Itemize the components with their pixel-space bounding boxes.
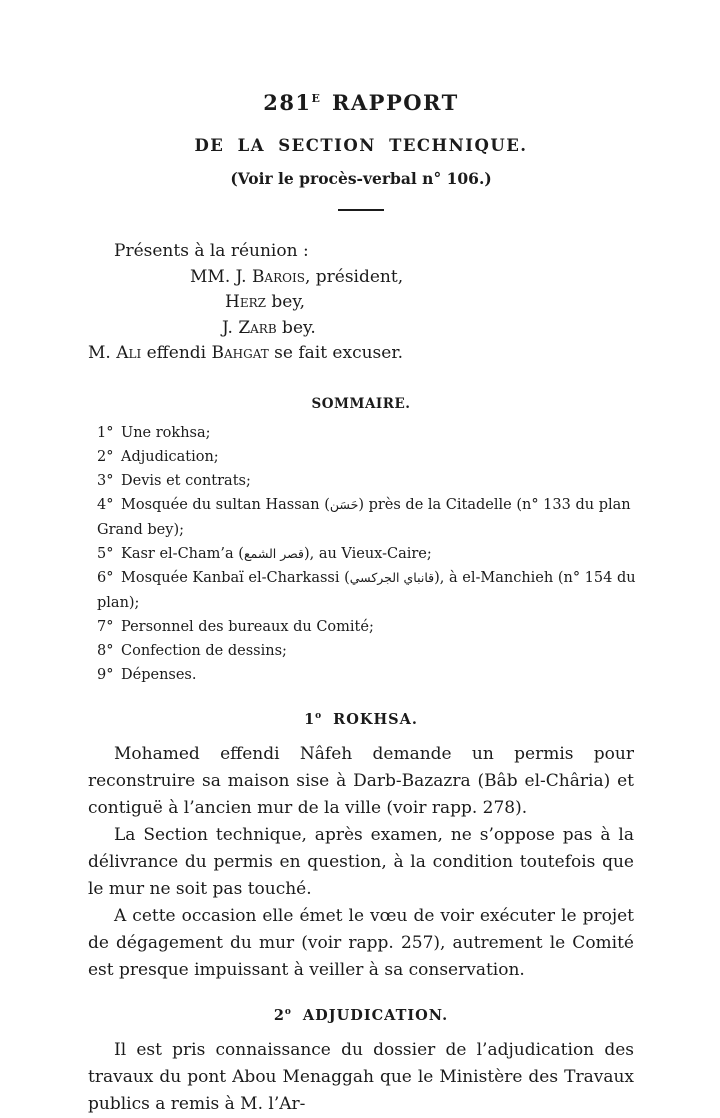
item-text: Une rokhsa; bbox=[121, 424, 211, 441]
sommaire-heading: SOMMAIRE. bbox=[311, 395, 411, 412]
section-title: ROKHSA. bbox=[333, 710, 418, 728]
attendance-member bbox=[222, 316, 634, 342]
member-suffix: bey, bbox=[265, 292, 306, 312]
attendance-block bbox=[88, 239, 634, 367]
excused-line bbox=[88, 341, 634, 367]
paragraph: Il est pris connaissance du dossier de l’adjudication des travaux du pont Abou Menaggah que le Ministère des Travaux publics a remis à M. l’Ar- bbox=[88, 1039, 634, 1114]
item-number: 8° bbox=[97, 643, 114, 660]
report-title bbox=[88, 90, 634, 115]
item-arabic-text: حَسَن bbox=[329, 497, 359, 513]
section-number: 2 bbox=[273, 1006, 285, 1024]
section-title: ADJUDICATION. bbox=[302, 1006, 449, 1024]
excused-name: Ali bbox=[116, 343, 142, 363]
sommaire-item bbox=[97, 639, 640, 663]
item-text: Mosquée Kanbaï el-Charkassi ( bbox=[121, 570, 350, 587]
item-text: Dépenses. bbox=[121, 667, 197, 684]
paragraph: A cette occasion elle émet le vœu de voir exécuter le projet de dégagement du mur (voir rapp. 257), autrement le Comité est presque impuissant à veiller à sa conservation. bbox=[88, 905, 634, 980]
item-number: 4° bbox=[97, 497, 114, 514]
sommaire-item bbox=[97, 493, 640, 542]
sommaire-item bbox=[97, 566, 640, 615]
excused-middle: effendi bbox=[141, 343, 212, 363]
item-text: Kasr el-Cham’a ( bbox=[121, 545, 244, 562]
member-name: Zarb bbox=[238, 317, 277, 338]
item-number: 5° bbox=[97, 545, 114, 562]
item-number: 3° bbox=[97, 473, 114, 490]
item-arabic-text: قانباي الجركسي bbox=[349, 570, 435, 586]
excused-prefix: M. bbox=[88, 343, 117, 363]
sommaire-list bbox=[97, 421, 640, 688]
sommaire-item bbox=[97, 445, 640, 469]
item-text: Personnel des bureaux du Comité; bbox=[121, 618, 374, 635]
item-arabic-text: قصر الشمع bbox=[243, 545, 304, 561]
attendance-member bbox=[190, 265, 634, 291]
item-text: Adjudication; bbox=[121, 448, 219, 465]
item-number: 6° bbox=[97, 570, 114, 587]
report-subtitle: DE LA SECTION TECHNIQUE. bbox=[194, 136, 528, 155]
paragraph: La Section technique, après examen, ne s’oppose pas à la délivrance du permis en question, à la condition toutefois que le mur ne soit pas touché. bbox=[88, 824, 634, 899]
item-number: 9° bbox=[97, 667, 114, 684]
section-heading-adjudication bbox=[88, 1007, 634, 1024]
sommaire-item bbox=[97, 421, 640, 445]
item-number: 7° bbox=[97, 618, 114, 635]
item-text: ), au Vieux-Caire; bbox=[303, 545, 432, 562]
reference-note: (Voir le procès-verbal n° 106.) bbox=[230, 169, 492, 188]
excused-name: Bahgat bbox=[211, 343, 269, 363]
section-number-ordinal: o bbox=[315, 710, 323, 721]
member-name: Herz bbox=[225, 292, 266, 312]
item-text: Mosquée du sultan Hassan ( bbox=[121, 497, 330, 514]
section-heading-rokhsa bbox=[88, 711, 634, 728]
member-suffix: , président, bbox=[304, 266, 404, 287]
section-number-ordinal: o bbox=[284, 1006, 292, 1017]
report-title-word: RAPPORT bbox=[331, 90, 459, 115]
item-number: 2° bbox=[97, 448, 114, 465]
member-prefix: J. bbox=[222, 317, 239, 338]
item-text: ) près de la Citadelle (n° 133 du plan Grand bey); bbox=[97, 497, 631, 538]
item-number: 1° bbox=[97, 424, 114, 441]
divider-rule bbox=[338, 209, 384, 211]
excused-suffix: se fait excuser. bbox=[268, 343, 403, 363]
member-name: Barois bbox=[251, 266, 305, 287]
member-prefix: MM. J. bbox=[190, 266, 252, 287]
item-text: Devis et contrats; bbox=[121, 473, 251, 490]
section-number: 1 bbox=[304, 710, 316, 728]
member-suffix: bey. bbox=[276, 317, 316, 338]
sommaire-item bbox=[97, 615, 640, 639]
sommaire-item bbox=[97, 542, 640, 566]
sommaire-item bbox=[97, 469, 640, 493]
attendance-intro: Présents à la réunion : bbox=[114, 241, 309, 261]
report-number: 281 bbox=[263, 90, 312, 115]
attendance-member bbox=[225, 290, 634, 316]
sommaire-item bbox=[97, 663, 640, 687]
report-number-ordinal: E bbox=[311, 92, 320, 105]
item-text: ), à el-Manchieh (n° 154 du plan); bbox=[97, 570, 636, 611]
paragraph: Mohamed effendi Nâfeh demande un permis pour reconstruire sa maison sise à Darb-Bazazra (Bâb el-Châria) et contiguë à l’ancien mur de la ville (voir rapp. 278). bbox=[88, 743, 634, 818]
item-text: Confection de dessins; bbox=[121, 643, 287, 660]
